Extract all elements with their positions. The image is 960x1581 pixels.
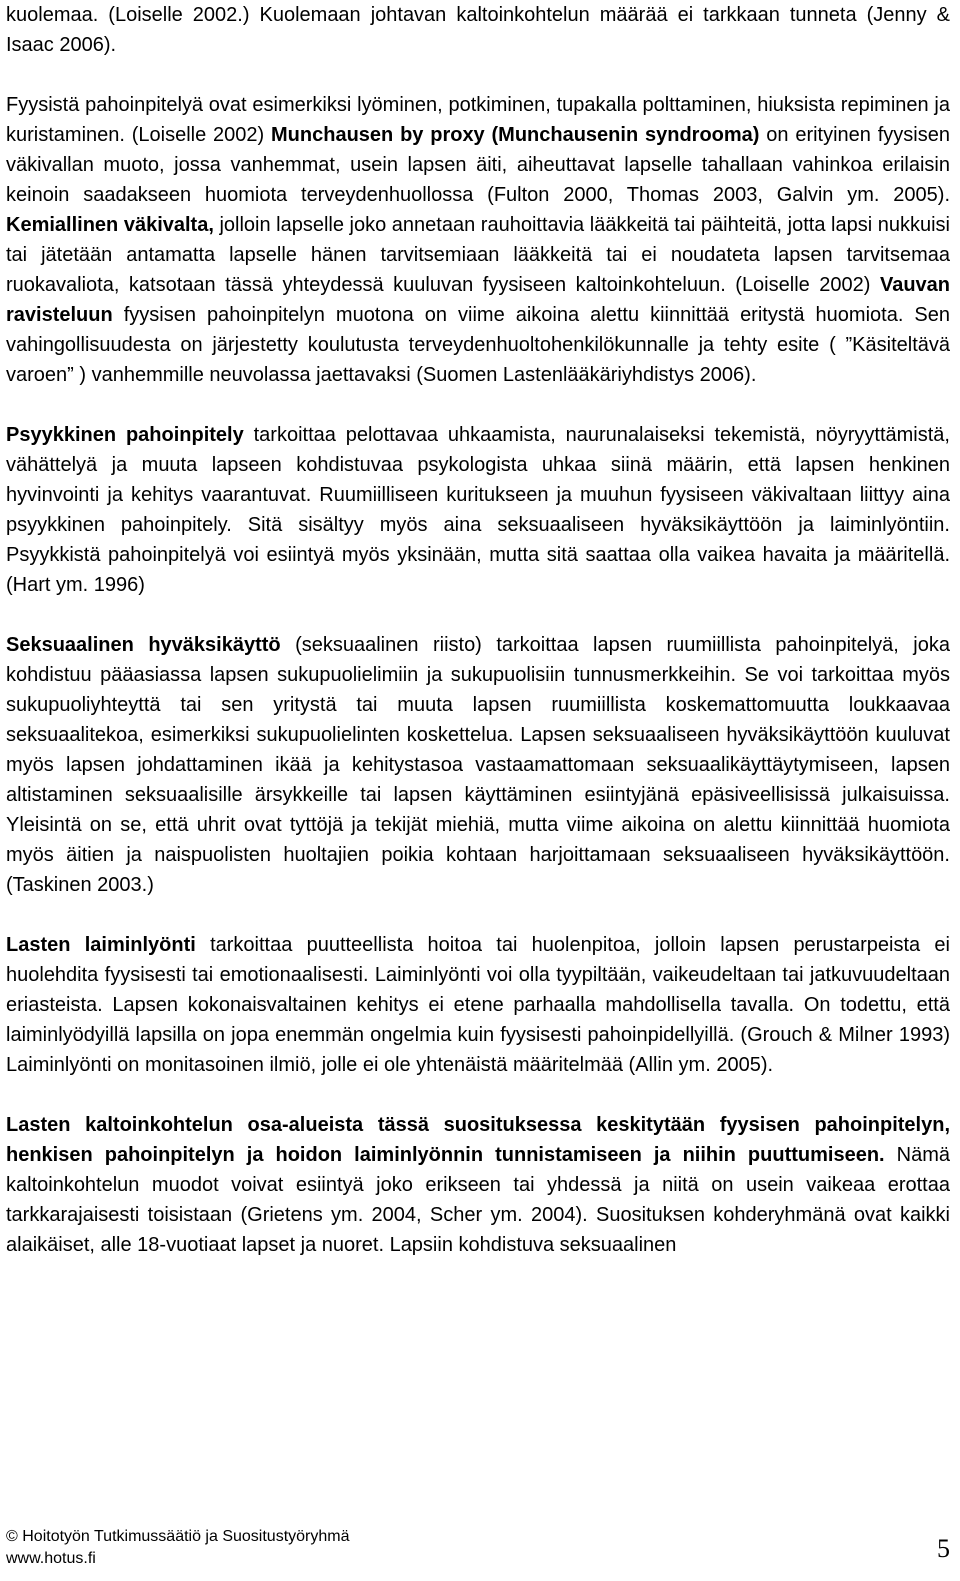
text-segment: kuolemaa. (Loiselle 2002.) Kuolemaan johtavan kaltoinkohtelun määrää ei tarkkaan tunneta (Jenny & Isaac 2006). bbox=[6, 4, 950, 56]
footer-credits bbox=[6, 1526, 350, 1570]
term-chemical-violence: Kemiallinen väkivalta, bbox=[6, 214, 214, 236]
term-sexual-abuse: Seksuaalinen hyväksikäyttö bbox=[6, 634, 281, 656]
term-munchausen-by-proxy: Munchausen by proxy (Munchausenin syndrooma) bbox=[271, 124, 760, 146]
term-baby-shaking: Vauvan ravisteluun bbox=[6, 274, 950, 326]
focus-statement: Lasten kaltoinkohtelun osa-alueista tässä suosituksessa keskitytään fyysisen pahoinpitelyn, henkisen pahoinpitelyn ja hoidon laiminlyönnin tunnistamiseen ja niihin puuttumiseen. bbox=[6, 1114, 950, 1166]
text-segment: Fyysistä pahoinpitelyä ovat esimerkiksi lyöminen, potkiminen, tupakalla polttaminen, hiuksista repiminen ja kuristaminen. (Loiselle 2002) bbox=[6, 94, 950, 146]
text-segment: Nämä kaltoinkohtelun muodot voivat esiintyä joko erikseen tai yhdessä ja niitä on usein vaikeaa erottaa tarkkarajaisesti toisistaan (Grietens ym. 2004, Scher ym. 2004). Suosituksen kohderyhmänä ovat kaikki alaikäiset, alle 18-vuotiaat lapset ja nuoret. Lapsiin kohdistuva seksuaalinen bbox=[6, 1144, 950, 1256]
paragraph-spacer bbox=[6, 900, 950, 930]
term-child-neglect: Lasten laiminlyönti bbox=[6, 934, 196, 956]
paragraph-neglect bbox=[6, 930, 950, 1080]
text-segment: jolloin lapselle joko annetaan rauhoittavia lääkkeitä tai päihteitä, jotta lapsi nukkuisi tai jätetään antamatta lapselle hänen tarvitsemiaan lääkkeitä tai ei noudateta lapsen tarvitsemaa ruokavaliota, katsotaan tässä yhteydessä kuuluvan fyysiseen kaltoinkohteluun. (Loiselle 2002) bbox=[6, 214, 950, 296]
paragraph-physical-abuse bbox=[6, 90, 950, 390]
paragraph-sexual-abuse bbox=[6, 630, 950, 900]
text-segment: (seksuaalinen riisto) tarkoittaa lapsen ruumiillista pahoinpitelyä, joka kohdistuu pääasiassa lapsen sukupuolielimiin ja sukupuolisiin tunnusmerkkeihin. Se voi tarkoittaa myös sukupuoliyhteyttä tai sen yritystä tai muuta lapsen ruumiillista koskemattomuutta loukkaavaa seksuaalitekoa, esimerkiksi sukupuolielinten koskettelua. Lapsen seksuaaliseen hyväksikäyttöön kuuluvat myös lapsen johdattaminen ikää ja kehitystasoa vastaamattomaan seksuaalikäyttäytymiseen, lapsen altistaminen seksuaalisille ärsykkeille tai lapsen käyttäminen esiintyjänä epäsiveellisissä julkaisuissa. Yleisintä on se, että uhrit ovat tyttöjä ja tekijät miehiä, mutta viime aikoina on alettu kiinnittää huomiota myös äitien ja naispuolisten huoltajien poikia kohtaan harjoittamaan seksuaaliseen hyväksikäyttöön. (Taskinen 2003.) bbox=[6, 634, 950, 896]
paragraph-psychological-abuse bbox=[6, 420, 950, 600]
paragraph-spacer bbox=[6, 1080, 950, 1110]
paragraph-intro bbox=[6, 0, 950, 60]
document-body bbox=[6, 0, 950, 1260]
page-footer bbox=[6, 1526, 950, 1576]
text-segment: tarkoittaa pelottavaa uhkaamista, naurunalaiseksi tekemistä, nöyryyttämistä, vähättelyä ja muuta lapseen kohdistuvaa psykologista uhkaa siinä määrin, että lapsen henkinen hyvinvointi ja kehitys vaarantuvat. Ruumiilliseen kuritukseen ja muuhun fyysiseen väkivaltaan liittyy aina psyykkinen pahoinpitely. Sitä sisältyy myös aina seksuaaliseen hyväksikäyttöön ja laiminlyöntiin. Psyykkistä pahoinpitelyä voi esiintyä myös yksinään, mutta sitä saattaa olla vaikea havaita ja määritellä. (Hart ym. 1996) bbox=[6, 424, 950, 596]
footer-copyright: © Hoitotyön Tutkimussäätiö ja Suositustyöryhmä bbox=[6, 1528, 350, 1545]
paragraph-spacer bbox=[6, 60, 950, 90]
paragraph-spacer bbox=[6, 390, 950, 420]
paragraph-focus bbox=[6, 1110, 950, 1260]
page-number: 5 bbox=[937, 1534, 950, 1563]
paragraph-spacer bbox=[6, 600, 950, 630]
text-segment: tarkoittaa puutteellista hoitoa tai huolenpitoa, jolloin lapsen perustarpeista ei huolehdita fyysisesti tai emotionaalisesti. Laiminlyönti voi olla tyypiltään, vaikeudeltaan tai jatkuvuudeltaan eriasteista. Lapsen kokonaisvaltainen kehitys ei etene parhaalla mahdollisella tavalla. On todettu, että laiminlyödyillä lapsilla on jopa enemmän ongelmia kuin fyysisesti pahoinpidellyillä. (Grouch & Milner 1993) Laiminlyönti on monitasoinen ilmiö, jolle ei ole yhtenäistä määritelmää (Allin ym. 2005). bbox=[6, 934, 950, 1076]
text-segment: fyysisen pahoinpitelyn muotona on viime aikoina alettu kiinnittää eritystä huomiota. Sen vahingollisuudesta on järjestetty koulutusta terveydenhuoltohenkilökunnalle ja tehty esite ( ”Käsiteltävä varoen” ) vanhemmille neuvolassa jaettavaksi (Suomen Lastenlääkäriyhdistys 2006). bbox=[6, 304, 950, 386]
footer-website: www.hotus.fi bbox=[6, 1550, 96, 1567]
text-segment: on erityinen fyysisen väkivallan muoto, jossa vanhemmat, usein lapsen äiti, aiheuttavat lapselle tahallaan vahinkoa erilaisin keinoin saadakseen huomiota terveydenhuollossa (Fulton 2000, Thomas 2003, Galvin ym. 2005). bbox=[6, 124, 950, 206]
term-psychological-abuse: Psyykkinen pahoinpitely bbox=[6, 424, 244, 446]
